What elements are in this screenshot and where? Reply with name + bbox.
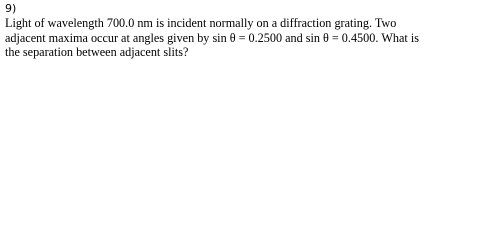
question-text: Light of wavelength 700.0 nm is incident normally on a diffraction grating. Two adjacent maxima occur at angles given by sin θ = 0.2500 and sin θ = 0.4500. What is the separation between adjacent slits? [5,16,419,59]
question-block [5,2,475,60]
question-number: 9) [5,2,17,15]
